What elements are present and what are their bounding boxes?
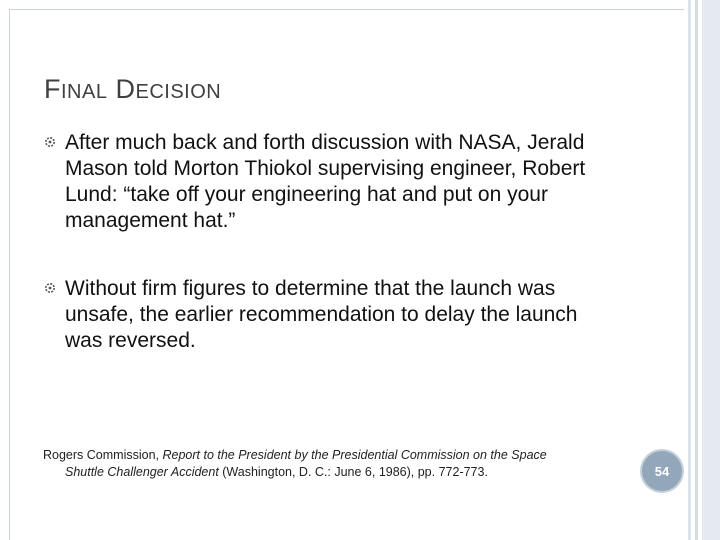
citation-title-part2: Shuttle Challenger Accident <box>65 465 219 479</box>
title-cap-2: D <box>115 74 136 104</box>
gear-bullet-icon <box>44 130 65 153</box>
gear-bullet-icon <box>44 276 65 299</box>
citation <box>43 447 633 481</box>
bullet-item <box>44 276 614 354</box>
bullet-item <box>44 130 614 234</box>
bullet-text: Without firm figures to determine that the launch was unsafe, the earlier recommendation to delay the launch was reversed. <box>65 277 578 352</box>
frame-top-line <box>10 9 720 10</box>
citation-prefix: Rogers Commission, <box>43 448 163 462</box>
page-number-badge: 54 <box>642 451 682 491</box>
bullet-list <box>44 130 614 396</box>
frame-left-line <box>9 9 10 540</box>
title-rest-2: ECISION <box>135 81 222 103</box>
title-rest-1: INAL <box>61 81 108 103</box>
decorative-stripes <box>684 0 720 540</box>
bullet-text: After much back and forth discussion with NASA, Jerald Mason told Morton Thiokol supervising engineer, Robert Lund: “take off your engineering hat and put on your management hat.” <box>65 131 586 232</box>
title-cap-1: F <box>44 74 61 104</box>
slide-title <box>44 74 221 105</box>
citation-suffix: (Washington, D. C.: June 6, 1986), pp. 772-773. <box>218 465 488 479</box>
citation-title-part1: Report to the President by the Presidential Commission on the Space <box>162 448 547 462</box>
